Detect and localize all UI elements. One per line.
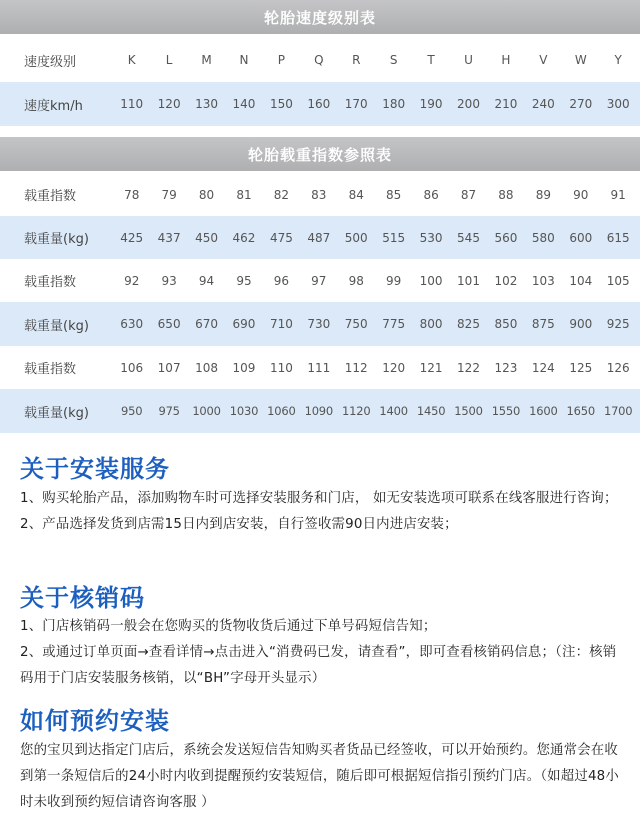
table-cell: 150 <box>269 97 293 111</box>
table-cell: 84 <box>348 187 364 202</box>
table-cell: 750 <box>344 317 368 331</box>
speed-level-row <box>0 38 640 82</box>
table-cell: 650 <box>157 317 181 331</box>
row-label: 速度级别 <box>24 54 77 70</box>
table-cell: 825 <box>457 317 480 331</box>
table-cell: 110 <box>120 97 144 111</box>
row-label: 载重指数 <box>24 275 77 290</box>
table-cell: 1450 <box>416 404 446 418</box>
row-label: 载重量(kg) <box>24 318 89 334</box>
table-cell: W <box>574 53 587 67</box>
table-cell: 462 <box>232 230 256 245</box>
table-cell: 123 <box>494 360 518 375</box>
table-cell: 100 <box>419 273 443 288</box>
table-cell: 82 <box>273 187 290 202</box>
table-cell: 875 <box>531 317 555 331</box>
section-paragraph: 1、购买轮胎产品，添加购物车时可选择安装服务和门店， 如无安装选项可联系在线客服进行咨询； <box>20 491 618 506</box>
speed-kmh-row <box>0 82 640 126</box>
table-cell: 180 <box>382 97 406 111</box>
table-cell: 170 <box>344 97 368 111</box>
table-cell: 110 <box>269 360 293 375</box>
section-heading: 关于核销码 <box>20 584 145 612</box>
table-cell: 83 <box>311 187 327 202</box>
table-cell: 104 <box>569 273 593 288</box>
table-cell: 120 <box>157 97 181 111</box>
table-cell: 560 <box>494 230 518 245</box>
install-service-section <box>20 454 625 538</box>
table-cell: 93 <box>161 273 177 288</box>
row-label: 载重指数 <box>24 189 77 204</box>
table-cell: 1000 <box>192 404 221 418</box>
table-cell: 500 <box>344 230 368 245</box>
table-cell: 102 <box>494 273 518 288</box>
table-cell: 1120 <box>342 404 371 418</box>
table-cell: 615 <box>606 230 630 245</box>
table-cell: 78 <box>124 187 140 202</box>
table-cell: 270 <box>569 97 593 111</box>
table-cell: Y <box>614 53 622 67</box>
table-cell: 96 <box>273 273 290 288</box>
table-cell: L <box>165 53 173 67</box>
table-cell: 126 <box>606 360 630 375</box>
table-cell: 111 <box>307 360 331 375</box>
table-cell: 91 <box>610 187 626 202</box>
table-cell: 950 <box>121 404 143 418</box>
section-paragraph: 1、门店核销码一般会在您购买的货物收货后通过下单号码短信告知； <box>20 619 437 634</box>
table-cell: 690 <box>232 317 256 331</box>
section-heading: 关于安装服务 <box>20 455 170 483</box>
table-cell: 900 <box>569 317 593 331</box>
table-cell: 103 <box>531 273 555 288</box>
table-cell: 80 <box>198 187 215 202</box>
section-heading: 如何预约安装 <box>20 707 170 735</box>
table-cell: 87 <box>460 187 477 202</box>
table-cell: R <box>352 53 361 67</box>
row-label: 速度km/h <box>24 98 83 114</box>
section-paragraph: 2、或通过订单页面→查看详情→点击进入“消费码已发，请查看”，即可查看核销码信息；（注：核销码用于门店安装服务核销，以“BH”字母开头显示） <box>20 645 617 686</box>
table-cell: 240 <box>531 97 555 111</box>
load-index-row <box>0 173 640 216</box>
table-cell: 600 <box>569 230 593 245</box>
table-cell: 98 <box>348 273 364 288</box>
table-cell: 95 <box>236 273 252 288</box>
row-label: 载重指数 <box>24 362 77 377</box>
table-cell: P <box>277 53 286 67</box>
table-cell: 487 <box>307 230 331 245</box>
table-cell: 125 <box>569 360 593 375</box>
table-cell: T <box>427 53 435 67</box>
table-cell: 79 <box>161 187 177 202</box>
table-cell: 120 <box>382 360 406 375</box>
load-index-row <box>0 259 640 302</box>
table-cell: 775 <box>382 317 406 331</box>
table-cell: 92 <box>124 273 140 288</box>
table-cell: 530 <box>419 230 443 245</box>
table-cell: 710 <box>269 317 293 331</box>
table-cell: 105 <box>606 273 630 288</box>
table-cell: 670 <box>195 317 218 331</box>
section-paragraph: 2、产品选择发货到店需15日内到店安装，自行签收需90日内进店安装； <box>20 517 458 532</box>
table-cell: 124 <box>531 360 555 375</box>
table-cell: H <box>501 53 511 67</box>
table-cell: 122 <box>457 360 480 375</box>
table-cell: 1030 <box>229 404 259 418</box>
table-cell: 450 <box>195 230 218 245</box>
table-cell: 190 <box>419 97 443 111</box>
table-cell: 89 <box>535 187 551 202</box>
table-cell: 90 <box>573 187 589 202</box>
load-kg-row <box>0 216 640 259</box>
table-cell: 81 <box>236 187 252 202</box>
row-label: 载重量(kg) <box>24 405 89 421</box>
table-cell: 1060 <box>267 404 296 418</box>
table-cell: 1550 <box>491 404 521 418</box>
table-cell: 130 <box>195 97 218 111</box>
table-cell: 140 <box>232 97 256 111</box>
table-cell: 1500 <box>454 404 483 418</box>
table-cell: 160 <box>307 97 331 111</box>
table-cell: S <box>389 53 398 67</box>
table-cell: 800 <box>419 317 443 331</box>
table-cell: 94 <box>198 273 215 288</box>
table-cell: M <box>201 53 212 67</box>
booking-section <box>20 706 625 816</box>
section-paragraph: 您的宝贝到达指定门店后，系统会发送短信告知购买者货品已经签收，可以开始预约。您通常会在收到第一条短信后的24小时内收到提醒预约安装短信，随后即可根据短信指引预约门店。（如超过48小时未收到预约短信请咨询客服 ） <box>20 743 619 810</box>
table-cell: 112 <box>344 360 368 375</box>
table-cell: 850 <box>494 317 518 331</box>
table-cell: 580 <box>531 230 555 245</box>
table-cell: 300 <box>606 97 630 111</box>
table-cell: 88 <box>498 187 514 202</box>
table-cell: 97 <box>311 273 327 288</box>
load-index-row <box>0 346 640 389</box>
table-cell: 1650 <box>566 404 595 418</box>
table-cell: 515 <box>382 230 406 245</box>
table-cell: 437 <box>157 230 181 245</box>
table-cell: 86 <box>423 187 439 202</box>
table-cell: 85 <box>386 187 402 202</box>
load-table-title: 轮胎载重指数参照表 <box>0 137 640 171</box>
table-cell: 106 <box>120 360 144 375</box>
table-cell: 200 <box>457 97 480 111</box>
table-cell: 925 <box>606 317 630 331</box>
table-cell: 210 <box>494 97 518 111</box>
table-cell: Q <box>314 53 324 67</box>
table-cell: 475 <box>269 230 293 245</box>
table-cell: 1700 <box>603 404 633 418</box>
table-cell: 99 <box>386 273 402 288</box>
table-cell: 545 <box>457 230 480 245</box>
table-cell: 425 <box>120 230 144 245</box>
load-kg-row <box>0 302 640 346</box>
table-cell: V <box>539 53 548 67</box>
table-cell: 108 <box>195 360 218 375</box>
table-cell: 121 <box>419 360 443 375</box>
table-cell: 1600 <box>529 404 558 418</box>
table-cell: 101 <box>457 273 480 288</box>
speed-table-title: 轮胎速度级别表 <box>0 0 640 34</box>
table-cell: 975 <box>158 404 180 418</box>
table-cell: 630 <box>120 317 144 331</box>
table-cell: U <box>464 53 473 67</box>
table-cell: K <box>127 53 136 67</box>
table-cell: 1400 <box>379 404 408 418</box>
load-kg-row <box>0 389 640 433</box>
table-cell: N <box>239 53 249 67</box>
table-cell: 730 <box>307 317 331 331</box>
row-label: 载重量(kg) <box>24 232 89 247</box>
verification-code-section <box>20 583 625 692</box>
table-cell: 1090 <box>304 404 334 418</box>
table-cell: 107 <box>157 360 181 375</box>
table-cell: 109 <box>232 360 256 375</box>
